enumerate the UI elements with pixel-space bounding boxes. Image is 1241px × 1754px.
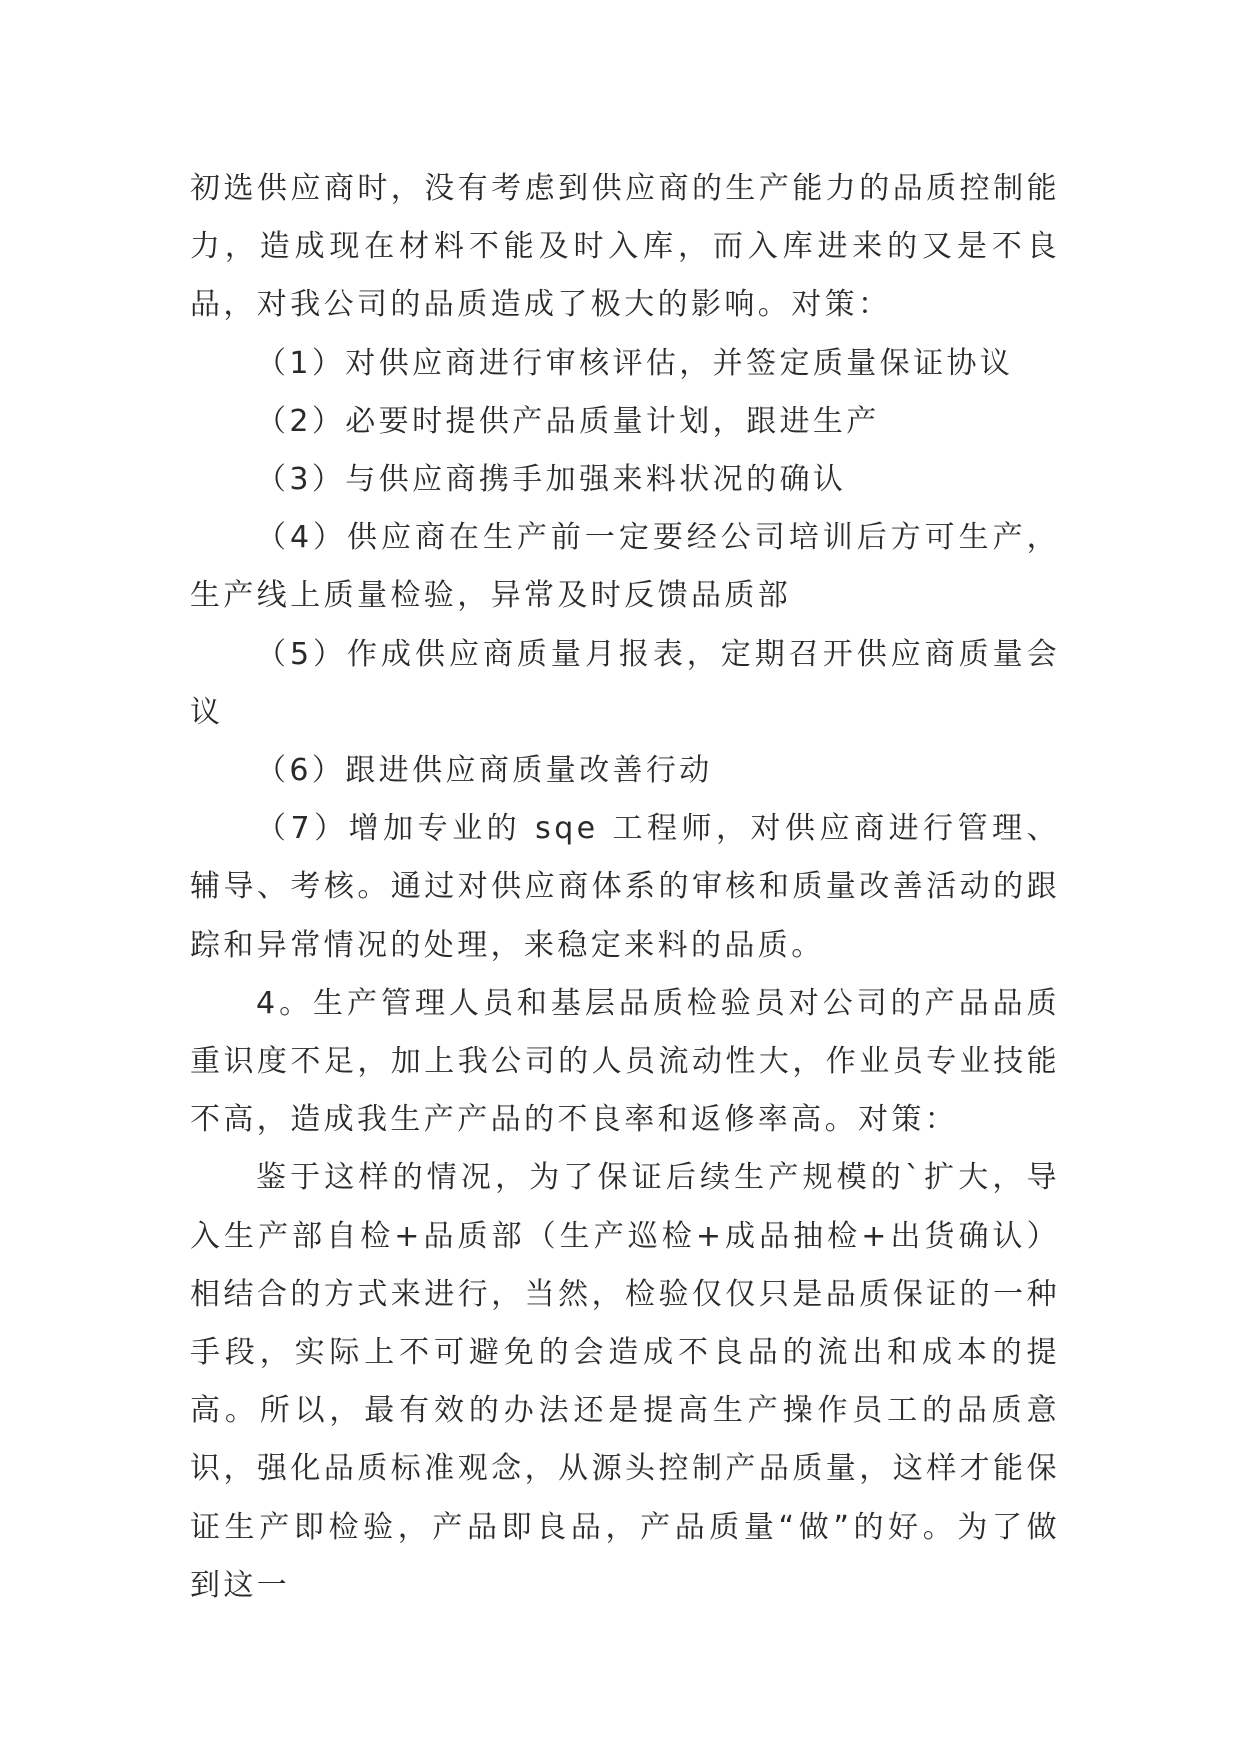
paragraph-measure-2: （2）必要时提供产品质量计划，跟进生产 <box>256 403 880 439</box>
paragraph-inspection-approach: 鉴于这样的情况，为了保证后续生产规模的`扩大，导入生产部自检+品质部（生产巡检+成品抽检+出货确认）相结合的方式来进行，当然，检验仅仅只是品质保证的一种手段，实际上不可避免的会造成不良品的流出和成本的提高。所以，最有效的办法还是提高生产操作员工的品质意识，强化品质标准观念，从源头控制产品质量，这样才能保证生产即检验，产品即良品，产品质量“做”的好。为了做到这一 <box>190 1160 1060 1603</box>
paragraph-measure-7: （7）增加专业的 sqe 工程师，对供应商进行管理、辅导、考核。通过对供应商体系的审核和质量改善活动的跟踪和异常情况的处理，来稳定来料的品质。 <box>190 811 1060 963</box>
paragraph-measure-6: （6）跟进供应商质量改善行动 <box>256 753 713 789</box>
document-body <box>190 160 1060 1615</box>
paragraph-supplier-intro: 初选供应商时，没有考虑到供应商的生产能力的品质控制能力，造成现在材料不能及时入库，而入库进来的又是不良品，对我公司的品质造成了极大的影响。对策： <box>190 171 1060 323</box>
paragraph-measure-4: （4）供应商在生产前一定要经公司培训后方可生产，生产线上质量检验，异常及时反馈品质部 <box>190 520 1060 614</box>
paragraph-section-4: 4。生产管理人员和基层品质检验员对公司的产品品质重识度不足，加上我公司的人员流动性大，作业员专业技能不高，造成我生产产品的不良率和返修率高。对策： <box>190 985 1060 1138</box>
paragraph-measure-1: （1）对供应商进行审核评估，并签定质量保证协议 <box>256 345 1014 381</box>
paragraph-measure-5: （5）作成供应商质量月报表，定期召开供应商质量会议 <box>190 636 1060 730</box>
paragraph-measure-3: （3）与供应商携手加强来料状况的确认 <box>256 462 847 498</box>
